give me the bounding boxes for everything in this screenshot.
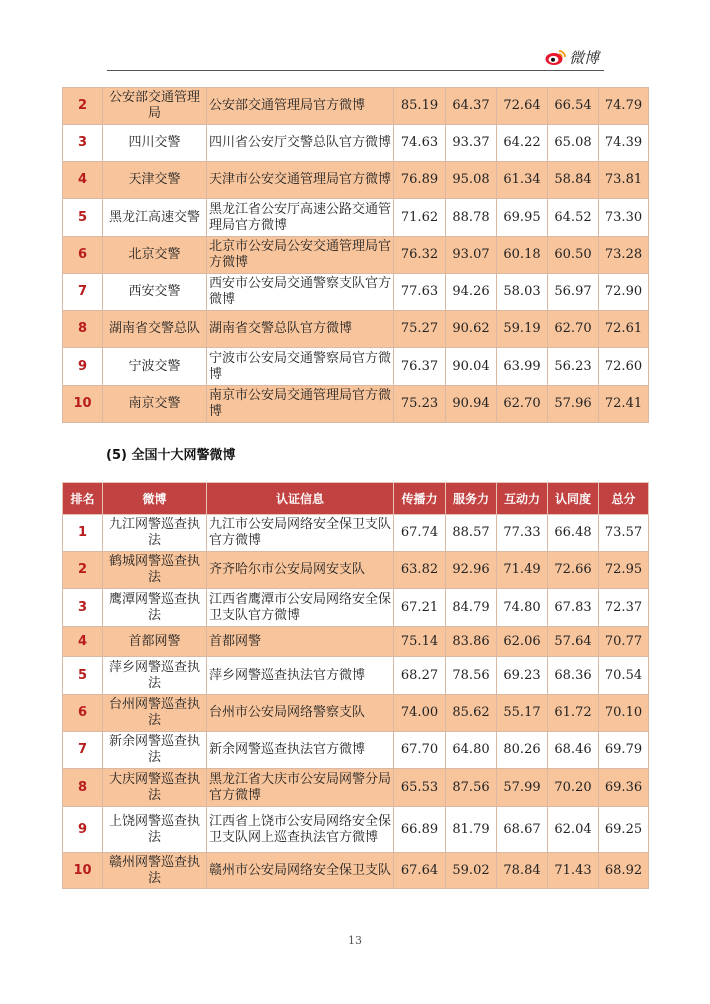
weibo-name-cell: 西安交警 [103, 274, 207, 311]
traffic-police-ranking-table [62, 87, 649, 423]
table-row [63, 807, 649, 853]
weibo-name-cell: 北京交警 [103, 237, 207, 274]
spread-score-cell: 67.74 [394, 515, 446, 552]
spread-score-cell: 76.32 [394, 237, 446, 274]
table-row [63, 627, 649, 657]
header-rank: 排名 [63, 483, 103, 515]
total-score-cell: 73.81 [599, 162, 649, 199]
rank-cell: 6 [63, 237, 103, 274]
verification-cell: 天津市公安交通管理局官方微博 [207, 162, 394, 199]
spread-score-cell: 65.53 [394, 769, 446, 807]
interaction-score-cell: 62.70 [497, 386, 548, 423]
spread-score-cell: 75.14 [394, 627, 446, 657]
service-score-cell: 64.80 [446, 732, 497, 769]
verification-cell: 首都网警 [207, 627, 394, 657]
table-row [63, 552, 649, 589]
header-weibo: 微博 [103, 483, 207, 515]
weibo-logo [545, 46, 599, 68]
rank-cell: 2 [63, 552, 103, 589]
verification-cell: 西安市公安局交通警察支队官方微博 [207, 274, 394, 311]
total-score-cell: 72.61 [599, 311, 649, 348]
spread-score-cell: 74.00 [394, 695, 446, 732]
header-recognition: 认同度 [548, 483, 599, 515]
header-verification: 认证信息 [207, 483, 394, 515]
total-score-cell: 72.37 [599, 589, 649, 627]
weibo-name-cell: 新余网警巡查执法 [103, 732, 207, 769]
total-score-cell: 74.79 [599, 88, 649, 125]
service-score-cell: 93.37 [446, 125, 497, 162]
interaction-score-cell: 61.34 [497, 162, 548, 199]
weibo-name-cell: 台州网警巡查执法 [103, 695, 207, 732]
interaction-score-cell: 64.22 [497, 125, 548, 162]
rank-cell: 9 [63, 348, 103, 386]
weibo-name-cell: 四川交警 [103, 125, 207, 162]
cyber-police-ranking-table [62, 482, 649, 889]
table-row [63, 237, 649, 274]
interaction-score-cell: 55.17 [497, 695, 548, 732]
service-score-cell: 94.26 [446, 274, 497, 311]
verification-cell: 九江市公安局网络安全保卫支队官方微博 [207, 515, 394, 552]
table-header-row [63, 483, 649, 515]
header-rule [107, 70, 604, 71]
weibo-name-cell: 上饶网警巡查执法 [103, 807, 207, 853]
recognition-score-cell: 56.97 [548, 274, 599, 311]
table-row [63, 657, 649, 695]
recognition-score-cell: 72.66 [548, 552, 599, 589]
rank-cell: 8 [63, 311, 103, 348]
table-row [63, 199, 649, 237]
total-score-cell: 73.30 [599, 199, 649, 237]
rank-cell: 7 [63, 274, 103, 311]
table-row [63, 88, 649, 125]
weibo-name-cell: 黑龙江高速交警 [103, 199, 207, 237]
header-interaction: 互动力 [497, 483, 548, 515]
interaction-score-cell: 60.18 [497, 237, 548, 274]
verification-cell: 北京市公安局公安交通管理局官方微博 [207, 237, 394, 274]
rank-cell: 6 [63, 695, 103, 732]
rank-cell: 7 [63, 732, 103, 769]
weibo-name-cell: 九江网警巡查执法 [103, 515, 207, 552]
verification-cell: 四川省公安厅交警总队官方微博 [207, 125, 394, 162]
verification-cell: 萍乡网警巡查执法官方微博 [207, 657, 394, 695]
header-total: 总分 [599, 483, 649, 515]
recognition-score-cell: 65.08 [548, 125, 599, 162]
header-spread: 传播力 [394, 483, 446, 515]
service-score-cell: 90.62 [446, 311, 497, 348]
verification-cell: 黑龙江省公安厅高速公路交通管理局官方微博 [207, 199, 394, 237]
total-score-cell: 72.95 [599, 552, 649, 589]
service-score-cell: 81.79 [446, 807, 497, 853]
recognition-score-cell: 56.23 [548, 348, 599, 386]
verification-cell: 黑龙江省大庆市公安局网警分局官方微博 [207, 769, 394, 807]
verification-cell: 公安部交通管理局官方微博 [207, 88, 394, 125]
verification-cell: 台州市公安局网络警察支队 [207, 695, 394, 732]
rank-cell: 3 [63, 125, 103, 162]
total-score-cell: 70.54 [599, 657, 649, 695]
spread-score-cell: 76.89 [394, 162, 446, 199]
weibo-name-cell: 天津交警 [103, 162, 207, 199]
recognition-score-cell: 64.52 [548, 199, 599, 237]
rank-cell: 3 [63, 589, 103, 627]
interaction-score-cell: 68.67 [497, 807, 548, 853]
total-score-cell: 72.41 [599, 386, 649, 423]
spread-score-cell: 76.37 [394, 348, 446, 386]
rank-cell: 4 [63, 627, 103, 657]
table-row [63, 853, 649, 889]
interaction-score-cell: 71.49 [497, 552, 548, 589]
weibo-logo-icon [545, 48, 567, 66]
weibo-name-cell: 南京交警 [103, 386, 207, 423]
recognition-score-cell: 71.43 [548, 853, 599, 889]
verification-cell: 江西省鹰潭市公安局网络安全保卫支队官方微博 [207, 589, 394, 627]
spread-score-cell: 67.21 [394, 589, 446, 627]
verification-cell: 南京市公安局交通管理局官方微博 [207, 386, 394, 423]
spread-score-cell: 67.64 [394, 853, 446, 889]
weibo-name-cell: 萍乡网警巡查执法 [103, 657, 207, 695]
total-score-cell: 74.39 [599, 125, 649, 162]
spread-score-cell: 63.82 [394, 552, 446, 589]
spread-score-cell: 66.89 [394, 807, 446, 853]
table-row [63, 515, 649, 552]
rank-cell: 8 [63, 769, 103, 807]
verification-cell: 齐齐哈尔市公安局网安支队 [207, 552, 394, 589]
rank-cell: 9 [63, 807, 103, 853]
recognition-score-cell: 70.20 [548, 769, 599, 807]
weibo-name-cell: 湖南省交警总队 [103, 311, 207, 348]
verification-cell: 江西省上饶市公安局网络安全保卫支队网上巡查执法官方微博 [207, 807, 394, 853]
recognition-score-cell: 66.54 [548, 88, 599, 125]
service-score-cell: 87.56 [446, 769, 497, 807]
interaction-score-cell: 74.80 [497, 589, 548, 627]
weibo-name-cell: 宁波交警 [103, 348, 207, 386]
service-score-cell: 59.02 [446, 853, 497, 889]
recognition-score-cell: 67.83 [548, 589, 599, 627]
interaction-score-cell: 69.95 [497, 199, 548, 237]
table-row [63, 769, 649, 807]
verification-cell: 宁波市公安局交通警察局官方微博 [207, 348, 394, 386]
recognition-score-cell: 68.46 [548, 732, 599, 769]
total-score-cell: 69.79 [599, 732, 649, 769]
weibo-name-cell: 公安部交通管理局 [103, 88, 207, 125]
recognition-score-cell: 57.64 [548, 627, 599, 657]
weibo-name-cell: 大庆网警巡查执法 [103, 769, 207, 807]
interaction-score-cell: 69.23 [497, 657, 548, 695]
total-score-cell: 69.25 [599, 807, 649, 853]
verification-cell: 湖南省交警总队官方微博 [207, 311, 394, 348]
total-score-cell: 69.36 [599, 769, 649, 807]
service-score-cell: 93.07 [446, 237, 497, 274]
interaction-score-cell: 80.26 [497, 732, 548, 769]
interaction-score-cell: 62.06 [497, 627, 548, 657]
table-row [63, 162, 649, 199]
service-score-cell: 95.08 [446, 162, 497, 199]
weibo-name-cell: 鹰潭网警巡查执法 [103, 589, 207, 627]
weibo-name-cell: 鹤城网警巡查执法 [103, 552, 207, 589]
spread-score-cell: 74.63 [394, 125, 446, 162]
service-score-cell: 90.04 [446, 348, 497, 386]
rank-cell: 10 [63, 386, 103, 423]
recognition-score-cell: 68.36 [548, 657, 599, 695]
spread-score-cell: 77.63 [394, 274, 446, 311]
recognition-score-cell: 60.50 [548, 237, 599, 274]
rank-cell: 10 [63, 853, 103, 889]
service-score-cell: 88.57 [446, 515, 497, 552]
table-row [63, 386, 649, 423]
rank-cell: 2 [63, 88, 103, 125]
total-score-cell: 73.57 [599, 515, 649, 552]
service-score-cell: 64.37 [446, 88, 497, 125]
table-row [63, 348, 649, 386]
weibo-name-cell: 首都网警 [103, 627, 207, 657]
service-score-cell: 88.78 [446, 199, 497, 237]
recognition-score-cell: 57.96 [548, 386, 599, 423]
total-score-cell: 70.10 [599, 695, 649, 732]
weibo-name-cell: 赣州网警巡查执法 [103, 853, 207, 889]
service-score-cell: 92.96 [446, 552, 497, 589]
interaction-score-cell: 77.33 [497, 515, 548, 552]
table-row [63, 125, 649, 162]
table-row [63, 589, 649, 627]
interaction-score-cell: 72.64 [497, 88, 548, 125]
rank-cell: 4 [63, 162, 103, 199]
rank-cell: 1 [63, 515, 103, 552]
header-service: 服务力 [446, 483, 497, 515]
total-score-cell: 68.92 [599, 853, 649, 889]
recognition-score-cell: 58.84 [548, 162, 599, 199]
spread-score-cell: 71.62 [394, 199, 446, 237]
total-score-cell: 73.28 [599, 237, 649, 274]
table-row [63, 274, 649, 311]
page-number: 13 [348, 934, 362, 947]
table-row [63, 695, 649, 732]
recognition-score-cell: 66.48 [548, 515, 599, 552]
interaction-score-cell: 57.99 [497, 769, 548, 807]
table-row [63, 311, 649, 348]
rank-cell: 5 [63, 657, 103, 695]
service-score-cell: 90.94 [446, 386, 497, 423]
total-score-cell: 70.77 [599, 627, 649, 657]
spread-score-cell: 68.27 [394, 657, 446, 695]
service-score-cell: 84.79 [446, 589, 497, 627]
spread-score-cell: 85.19 [394, 88, 446, 125]
interaction-score-cell: 58.03 [497, 274, 548, 311]
verification-cell: 新余网警巡查执法官方微博 [207, 732, 394, 769]
interaction-score-cell: 59.19 [497, 311, 548, 348]
spread-score-cell: 67.70 [394, 732, 446, 769]
spread-score-cell: 75.27 [394, 311, 446, 348]
service-score-cell: 85.62 [446, 695, 497, 732]
verification-cell: 赣州市公安局网络安全保卫支队 [207, 853, 394, 889]
interaction-score-cell: 63.99 [497, 348, 548, 386]
recognition-score-cell: 62.70 [548, 311, 599, 348]
recognition-score-cell: 62.04 [548, 807, 599, 853]
service-score-cell: 83.86 [446, 627, 497, 657]
spread-score-cell: 75.23 [394, 386, 446, 423]
weibo-logo-text: 微博 [569, 48, 600, 67]
section-title: (5) 全国十大网警微博 [106, 448, 236, 463]
table-row [63, 732, 649, 769]
recognition-score-cell: 61.72 [548, 695, 599, 732]
service-score-cell: 78.56 [446, 657, 497, 695]
total-score-cell: 72.60 [599, 348, 649, 386]
rank-cell: 5 [63, 199, 103, 237]
total-score-cell: 72.90 [599, 274, 649, 311]
interaction-score-cell: 78.84 [497, 853, 548, 889]
